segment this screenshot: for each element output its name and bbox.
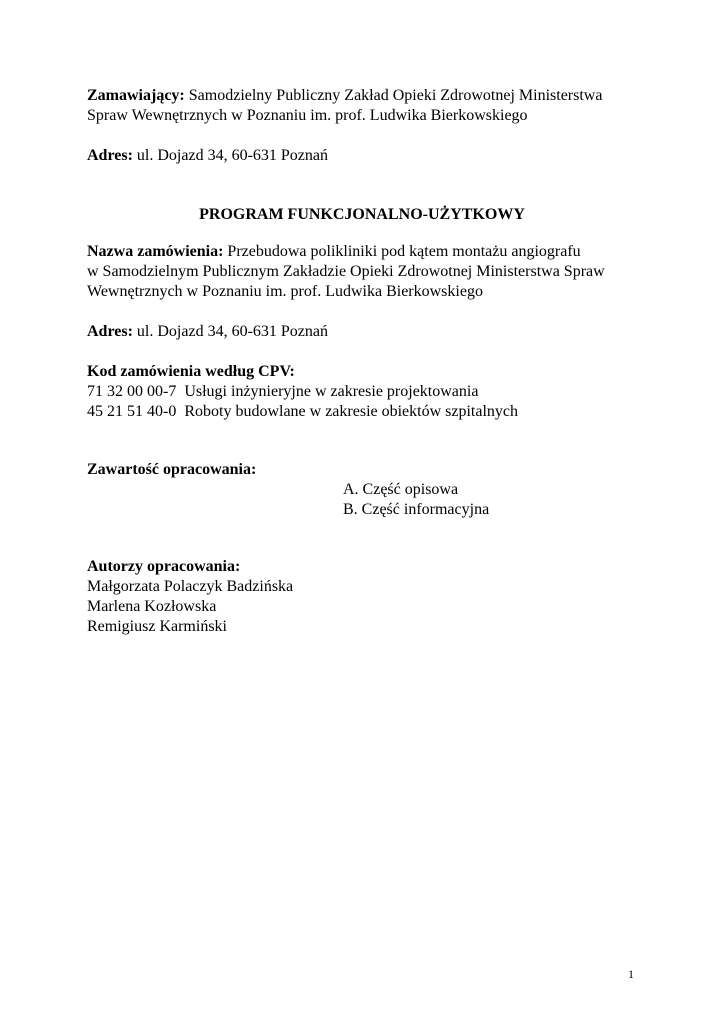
client-section: [87, 86, 647, 126]
contents-heading-text: Zawartość opracowania:: [87, 461, 257, 478]
contents-item: B. Część informacyjna: [343, 501, 490, 518]
cpv-description: Roboty budowlane w zakresie obiektów szpitalnych: [184, 403, 519, 420]
cpv-code: 45 21 51 40-0: [87, 403, 177, 420]
author-name: Remigiusz Karmiński: [87, 618, 227, 635]
order-name-line-1: Przebudowa polikliniki pod kątem montażu angiografu: [227, 243, 581, 260]
authors-heading: Autorzy opracowania:: [87, 558, 241, 575]
client-label: Zamawiający:: [87, 87, 185, 104]
order-address-value: ul. Dojazd 34, 60-631 Poznań: [136, 323, 328, 340]
contents-item: A. Część opisowa: [343, 481, 459, 498]
client-address-value: ul. Dojazd 34, 60-631 Poznań: [136, 147, 328, 164]
cpv-section: [87, 362, 647, 422]
client-address: [87, 146, 647, 166]
order-address: [87, 322, 647, 342]
order-name-line-3: Wewnętrznych w Poznaniu im. prof. Ludwika Bierkowskiego: [87, 283, 483, 300]
order-name-label: Nazwa zamówienia:: [87, 243, 224, 260]
contents-list: [343, 480, 643, 520]
author-name: Marlena Kozłowska: [87, 598, 217, 615]
cpv-code-row: [87, 402, 647, 422]
client-name-part-2: Spraw Wewnętrznych w Poznaniu im. prof. Ludwika Bierkowskiego: [87, 107, 528, 124]
document-title: PROGRAM FUNKCJONALNO-UŻYTKOWY: [199, 206, 525, 223]
client-name-part-1: Samodzielny Publiczny Zakład Opieki Zdrowotnej Ministerstwa: [188, 87, 603, 104]
author-name: Małgorzata Polaczyk Badzińska: [87, 578, 294, 595]
cpv-code: 71 32 00 00-7: [87, 383, 177, 400]
cpv-heading: Kod zamówienia według CPV:: [87, 363, 295, 380]
order-name-line-2: w Samodzielnym Publicznym Zakładzie Opieki Zdrowotnej Ministerstwa Spraw: [87, 263, 605, 280]
order-name-section: [87, 242, 647, 302]
client-address-label: Adres:: [87, 147, 133, 164]
cpv-code-row: [87, 382, 647, 402]
cpv-description: Usługi inżynieryjne w zakresie projektowania: [184, 383, 479, 400]
client-line-1: [87, 86, 647, 106]
contents-heading: [87, 460, 647, 480]
authors-section: [87, 557, 647, 637]
page-number: 1: [628, 967, 634, 981]
order-address-label: Adres:: [87, 323, 133, 340]
